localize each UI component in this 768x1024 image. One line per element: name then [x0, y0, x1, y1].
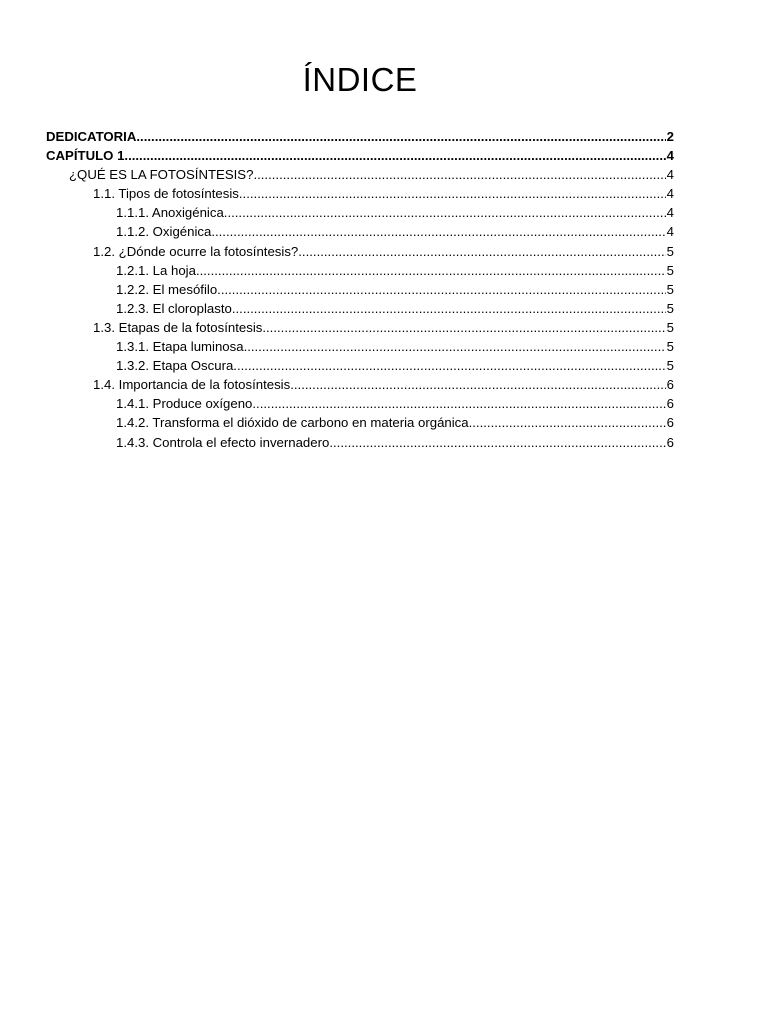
toc-entry-label: 1.2. ¿Dónde ocurre la fotosíntesis? — [93, 243, 299, 259]
toc-entry-page-number: 5 — [666, 281, 674, 297]
toc-dot-leader — [217, 280, 666, 299]
toc-entry[interactable] — [46, 203, 674, 222]
toc-entry-page-number: 4 — [666, 148, 674, 164]
toc-dot-leader — [239, 184, 666, 203]
toc-entry[interactable] — [46, 318, 674, 337]
toc-dot-leader — [469, 413, 666, 432]
toc-entry-page-number: 4 — [666, 167, 674, 183]
toc-entry-label: 1.3.1. Etapa luminosa — [116, 339, 244, 355]
toc-entry-label: 1.2.2. El mesófilo — [116, 281, 218, 297]
toc-entry[interactable] — [46, 146, 674, 165]
toc-entry-label: 1.1.1. Anoxigénica — [116, 205, 224, 221]
toc-dot-leader — [329, 433, 665, 452]
toc-entry-label: 1.1. Tipos de fotosíntesis — [93, 186, 239, 202]
toc-entry-page-number: 6 — [666, 396, 674, 412]
toc-entry[interactable] — [46, 394, 674, 413]
toc-entry-label: 1.4.1. Produce oxígeno — [116, 396, 253, 412]
toc-dot-leader — [262, 318, 665, 337]
toc-entry[interactable] — [46, 337, 674, 356]
toc-entry[interactable] — [46, 184, 674, 203]
toc-entry-label: 1.1.2. Oxigénica — [116, 224, 212, 240]
toc-entry-page-number: 6 — [666, 377, 674, 393]
toc-entry[interactable] — [46, 165, 674, 184]
toc-dot-leader — [232, 299, 666, 318]
toc-entry-label: CAPÍTULO 1 — [46, 148, 125, 164]
toc-entry-page-number: 6 — [666, 415, 674, 431]
toc-entry-label: DEDICATORIA — [46, 129, 137, 144]
toc-entry-page-number: 5 — [666, 358, 674, 374]
toc-entry[interactable] — [46, 413, 674, 432]
toc-entry-label: 1.2.1. La hoja — [116, 262, 196, 278]
toc-entry-page-number: 4 — [666, 186, 674, 202]
toc-entry[interactable] — [46, 375, 674, 394]
toc-dot-leader — [298, 242, 665, 261]
toc-entry-page-number: 5 — [666, 243, 674, 259]
toc-entry-page-number: 5 — [666, 319, 674, 335]
toc-dot-leader — [233, 356, 665, 375]
toc-entry-label: ¿QUÉ ES LA FOTOSÍNTESIS? — [69, 167, 254, 183]
toc-entry[interactable] — [46, 356, 674, 375]
toc-entry[interactable] — [46, 280, 674, 299]
toc-entry[interactable] — [46, 299, 674, 318]
toc-dot-leader — [252, 394, 665, 413]
toc-entry[interactable] — [46, 261, 674, 280]
toc-entry-page-number: 5 — [666, 300, 674, 316]
toc-entry-label: 1.4. Importancia de la fotosíntesis — [93, 377, 291, 393]
toc-entry-label: 1.3. Etapas de la fotosíntesis — [93, 319, 263, 335]
toc-dot-leader — [136, 127, 665, 146]
toc-entry-page-number: 5 — [666, 262, 674, 278]
toc-dot-leader — [211, 222, 665, 241]
toc-dot-leader — [196, 261, 666, 280]
toc-dot-leader — [244, 337, 666, 356]
toc-entry[interactable] — [46, 127, 674, 146]
toc-entry-page-number: 4 — [666, 224, 674, 240]
toc-dot-leader — [290, 375, 665, 394]
toc-entry-label: 1.3.2. Etapa Oscura — [116, 358, 234, 374]
toc-dot-leader — [253, 165, 665, 184]
toc-entry-page-number: 5 — [666, 339, 674, 355]
toc-dot-leader — [224, 203, 666, 222]
table-of-contents — [46, 127, 674, 452]
toc-entry[interactable] — [46, 222, 674, 241]
toc-entry-page-number: 2 — [666, 129, 674, 144]
toc-dot-leader — [124, 146, 665, 165]
toc-entry-label: 1.4.3. Controla el efecto invernadero — [116, 434, 330, 450]
toc-entry-label: 1.2.3. El cloroplasto — [116, 300, 232, 316]
toc-entry[interactable] — [46, 433, 674, 452]
toc-entry-page-number: 6 — [666, 434, 674, 450]
toc-entry[interactable] — [46, 242, 674, 261]
toc-entry-label: 1.4.2. Transforma el dióxido de carbono en materia orgánica — [116, 415, 469, 431]
toc-entry-page-number: 4 — [666, 205, 674, 221]
page-title: ÍNDICE — [302, 61, 418, 98]
